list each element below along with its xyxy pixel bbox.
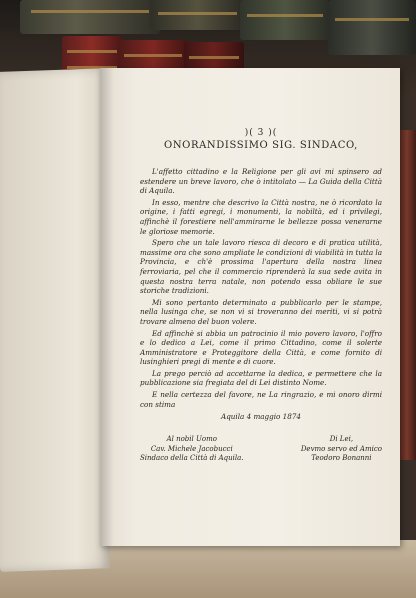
sender-line: Teodoro Bonanni [311,454,372,463]
gold-band [189,56,239,59]
paragraph: E nella certezza del favore, ne La ringrazio, e mi onoro dirmi con stima [140,390,382,409]
book-page [100,68,400,546]
gold-band [124,54,183,57]
paragraph: Ed affinchè si abbia un patrocinio il mio povero lavoro, l'offro e lo dedico a Lei, come il primo Cittadino, come il solerte Amministratore e Proteggitore della Città, e come fornito di lusinghieri pregi di mente e di cuore. [140,328,382,367]
shelf-book [20,0,160,34]
addressee-line: Al nobil Uomo [166,435,217,444]
sender-line: Devmo servo ed Amico [300,444,382,453]
addressee-line: Cav. Michele Jacobucci [150,444,233,453]
addressee-line: Sindaco della Città di Aquila. [140,454,244,463]
paragraph: Spero che un tale lavoro riesca di decoro e di pratica utilità, massime ora che sono ampliate le condizioni di viabilità in tutta la Provincia, e ch'è prossima l'apertura della nostra linea ferroviaria, pel che il commercio riprenderà la sua sede avita in questa nostra terra natale, non potendo essa obliare le sue storiche tradizioni. [140,238,382,296]
left-page [0,68,110,572]
gold-band [335,18,409,21]
signature-block [140,435,382,463]
shelf-book [240,0,330,40]
page-gutter-shadow [100,68,114,546]
gold-band [158,12,238,15]
page-content [140,128,382,463]
gold-band [67,50,117,53]
letter-date: Aquila 4 maggio 1874 [221,412,301,422]
side-book-spine [398,130,416,460]
page-body [140,167,382,409]
paragraph: La prego perciò ad accettarne la dedica, e permettere che la pubblicazione sia fregiata del di Lei distinto Nome. [140,368,382,388]
gold-band [247,14,323,17]
paragraph: Mi sono pertanto determinato a pubblicarlo per le stampe, nella lusinga che, se non vi si troveranno dei meriti, vi si potrà trovare almeno del buon volere. [140,297,382,326]
paragraph: In esso, mentre che descrivo la Città nostra, ne ò ricordato la origine, i fatti egregi, i monumenti, la nobiltà, ed i privilegi, affinchè il forestiere nell'ammirarne le bellezze possa venerarne le gloriose memorie. [140,197,382,236]
paragraph: L'affetto cittadino e la Religione per gli avi mi spinsero ad estendere un breve lavoro, che ò intitolato — La Guida della Città di Aquila. [140,167,382,196]
sender [301,435,382,463]
gold-band [31,10,149,13]
shelf-book [328,0,416,55]
sender-line: Di Lei, [329,435,354,444]
shelf-book [150,0,245,30]
addressee [140,435,244,463]
page-heading: ONORANDISSIMO SIG. SINDACO, [164,140,358,151]
page-number: )( 3 )( [244,128,278,138]
